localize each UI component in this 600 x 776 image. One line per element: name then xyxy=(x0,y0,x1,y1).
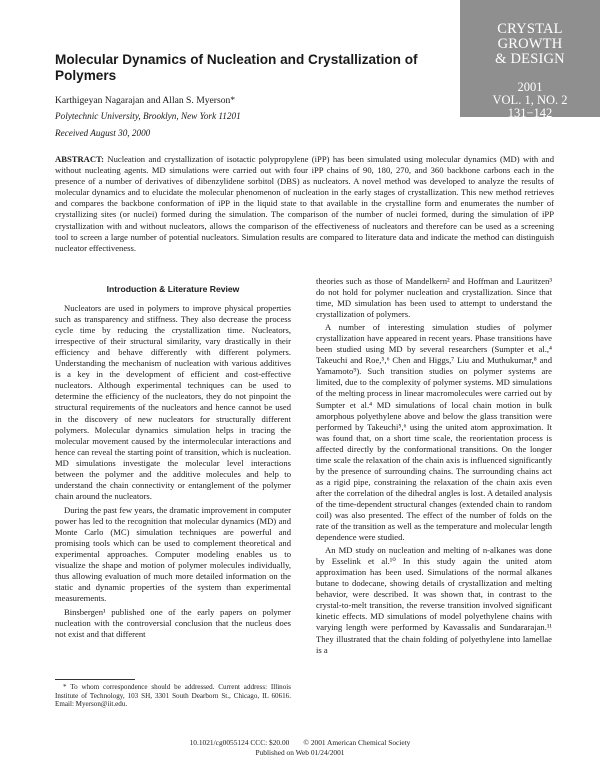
author-affiliation: Polytechnic University, Brooklyn, New York 11201 xyxy=(55,111,241,121)
abstract xyxy=(55,154,554,254)
body-paragraph: Binsbergen¹ published one of the early papers on polymer nucleation with the controversial conclusion that the nucleus does not exist and that different xyxy=(55,607,291,640)
published-date: Published on Web 01/24/2001 xyxy=(255,747,345,757)
footer-line-1 xyxy=(0,738,600,748)
journal-name xyxy=(460,22,600,67)
copyright: © 2001 American Chemical Society xyxy=(303,738,411,747)
body-paragraph: Nucleators are used in polymers to improve physical properties such as transparency and stiffness. They also decrease the process cycle time by reducing the crystallization time. Nucleators, irrespective of their structural similarity, vary drastically in their efficiency and behave differently with different polymers. Understanding the mechanism of nucleation with various additives is a key in the development of efficient and cost-effective nucleators. Although experimental techniques can be used to determine the efficiency of the nucleators, they do not pinpoint the structural requirements of the nucleators and hence cannot be used in the discovery of new nucleators for structurally different polymers. Molecular dynamics simulation helps in tracing the molecular movement caused by the intermolecular interactions and hence can reveal the starting point of transition, which is nucleation. MD simulations investigate the molecular level interactions between the polymer and the additive molecules and help to understand the chain connectivity or entanglement of the polymer chain around the nucleators. xyxy=(55,303,291,501)
journal-year: 2001 xyxy=(517,80,543,94)
journal-name-line-3: & DESIGN xyxy=(495,51,565,67)
body-paragraph: theories such as those of Mandelkern² and Hoffman and Lauritzen³ do not hold for polymer nucleation and crystallization. Since that time, MD simulation has been used to attempt to understand the crystallization of polymers. xyxy=(316,276,552,320)
journal-name-line-2: GROWTH xyxy=(497,36,563,52)
doi-ccc: 10.1021/cg0055124 CCC: $20.00 xyxy=(189,738,290,747)
journal-pages: 131−142 xyxy=(507,106,553,120)
right-column xyxy=(316,276,552,656)
journal-name-line-1: CRYSTAL xyxy=(497,21,563,37)
correspondence-footnote: * To whom correspondence should be addressed. Current address: Illinois Institute of Technology, 103 SH, 3301 South Dearborn St., Chicago, IL 60616. Email: Myerson@iit.edu. xyxy=(55,683,291,709)
abstract-label: ABSTRACT: xyxy=(55,154,105,164)
body-paragraph: A number of interesting simulation studies of polymer crystallization have appeared in recent years. Phase transitions have been studied using MD by several researchers (Sumpter et al.,⁴ Takeuchi and Roe,⁵,⁶ Chen and Higgs,⁷ Liu and Muthukumar,⁸ and Yamamoto⁹). Such transition studies on polymer systems are limited, due to the complexity of polymer systems. MD simulations of the melting process in linear macromolecules were carried out by Sumpter et al.⁴ MD simulations of local chain motion in bulk amorphous polyethylene above and below the glass transition were performed by Takeuchi⁵,⁶ using the united atom approximation. It was found that, on a short time scale, the reorientation process is affected directly by the conformational transitions. On the longer time scale the relaxation of the chain axis is influenced significantly by the presence of surrounding chains. The surrounding chains act as a rigid pipe, constraining the relaxation of the chain axis even after the correlation of the dihedral angles is lost. A detailed analysis of the time-dependent structural changes (extended chain to random coil) was also presented. The effect of the number of folds on the rate of the transition as well as the temperature and molecular length dependence were studied. xyxy=(316,322,552,543)
left-column xyxy=(55,284,291,640)
article-title: Molecular Dynamics of Nucleation and Crystallization of Polymers xyxy=(55,52,418,83)
body-paragraph: An MD study on nucleation and melting of n-alkanes was done by Esselink et al.¹⁰ In this study again the united atom approximation has been used. Simulations of the normal alkanes butane to dodecane, showing details of crystallization and melting behavior, were described. It was shown that, in contrast to the crystal-to-melt transition, the reverse transition involved significant kinetic effects. MD simulations of model polyethylene chains with varying length were performed by Kavassalis and Sundararajan.¹¹ They illustrated that the chain folding of polyethylene into lamellae is a xyxy=(316,545,552,655)
footnote-divider xyxy=(55,679,135,680)
page-footer xyxy=(0,738,600,757)
section-heading: Introduction & Literature Review xyxy=(106,284,240,294)
received-date: Received August 30, 2000 xyxy=(55,128,151,138)
journal-issue-info xyxy=(460,81,600,120)
article-authors: Karthigeyan Nagarajan and Allan S. Myerson* xyxy=(55,95,236,106)
journal-volume: VOL. 1, NO. 2 xyxy=(492,93,568,107)
abstract-text: Nucleation and crystallization of isotactic polypropylene (iPP) has been simulated using molecular dynamics (MD) with and without nucleating agents. MD simulations were carried out with four iPP chains of 90, 180, 270, and 360 backbone carbons each in the presence of a number of derivatives of dibenzylidene sorbitol (DBS) as nucleators. A novel method was developed to analyze the results of molecular dynamics and to elucidate the molecular phenomenon of nucleation in the early stages of crystallization. This new method retrieves and compares the backbone conformation of iPP in the liquid state to that available in the crystalline form and enumerates the number of crystallizing sites (or nuclei) formed during the simulation. The comparison of the number of nuclei formed, during the simulation of iPP crystallization with and without nucleators, allows the comparison of the effectiveness of nucleators and therefore can be used as a screening tool to screen a large number of potential nucleators. Simulation results are compared to literature data and indicate the method can distinguish nucleator effectiveness. xyxy=(55,154,555,253)
body-paragraph: During the past few years, the dramatic improvement in computer power has led to the recognition that molecular dynamics (MD) and Monte Carlo (MC) simulation techniques are powerful and promising tools which can be used to complement theoretical and experimental approaches. Computer modeling enables us to visualize the shape and motion of polymer molecules individually, thus allowing evaluation of much more detailed information on the static and dynamic properties of the system than experimental measurements. xyxy=(55,504,291,604)
journal-banner xyxy=(460,0,600,120)
